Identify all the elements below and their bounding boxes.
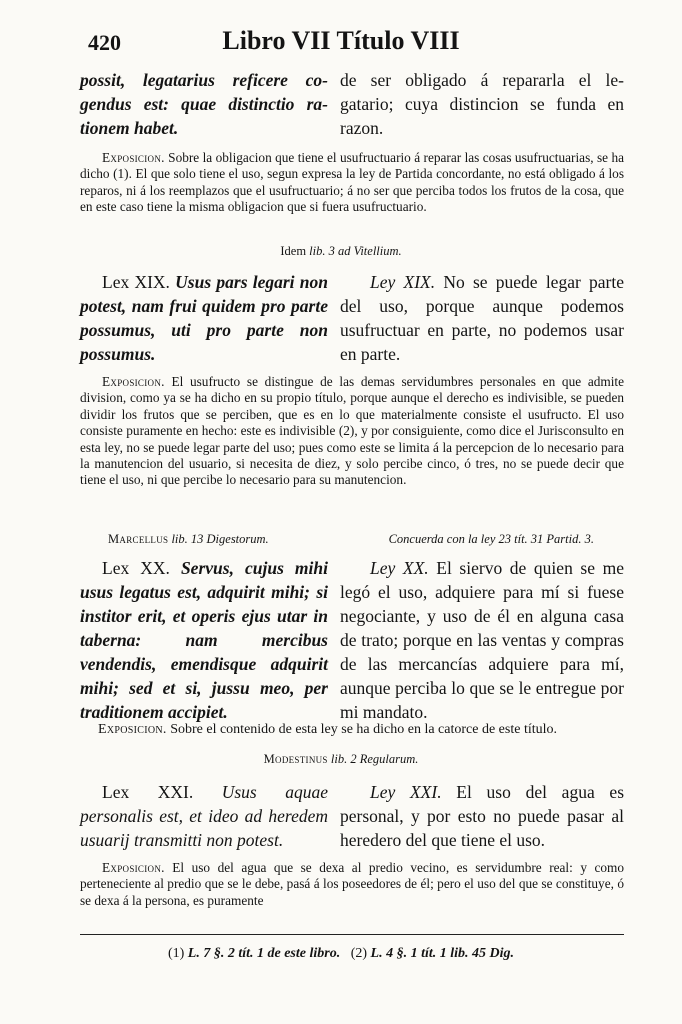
latin-column xyxy=(80,68,328,140)
source-right xyxy=(389,532,624,547)
exposicion-paragraph xyxy=(80,374,624,489)
exposicion-text: El usufructo se distingue de las demas servidumbres personales en que admite division, como ya se ha dicho en su propio título, porque aunque el derecho es indivisible, se pueden dividir los frutos que se perciben, que es en lo que materialmente consiste el usufructo. El uso consiste puramente en hecho: este es indivisible (2), y por consiguiente, como dice el Jurisconsulto en esta ley, no se puede legar parte del uso; pues como este se limita á la percepcion de lo necesario para la manutencion del usuario, si necesita de diez, y solo percibe cinco, ó tres, no se puede decir que tiene el uso, ni que percibe lo necesario para su manutencion. xyxy=(80,374,624,488)
exposicion-text: Sobre el contenido de esta ley se ha dicho en la catorce de este título. xyxy=(170,722,558,737)
exposicion-text: Sobre la obligacion que tiene el usufructuario á reparar las cosas usufructuarias, se ha dicho (1). El que solo tiene el uso, segun expresa la ley de Partida concordante, no está obligado á los reparos, ni á los reemplazos que el usufructuario; á no ser que perciba todos los frutos de la cosa, que en este caso tiene la misma obligacion que si fuera usufructuario. xyxy=(80,150,625,215)
footnote-2-text: L. 4 §. 1 tít. 1 lib. 45 Dig. xyxy=(370,946,515,961)
footnote-1-mark: (1) xyxy=(167,946,185,961)
exposicion-paragraph xyxy=(80,860,624,909)
latin-column xyxy=(80,780,328,852)
spanish-column xyxy=(340,780,624,852)
latin-line: gendus est: quae distinctio ra- xyxy=(80,94,328,114)
spanish-text: El uso del agua es personal, y por esto no puede pasar al heredero del que tiene el uso. xyxy=(340,782,625,850)
exposicion-paragraph xyxy=(80,150,624,216)
ley-title: Ley XXI. xyxy=(370,782,442,802)
exposicion-label: Exposicion. xyxy=(102,374,165,389)
source-line xyxy=(0,244,682,259)
footnote-1-text: L. 7 §. 2 tít. 1 de este libro. xyxy=(187,946,341,961)
ley-title: Ley XIX. xyxy=(370,272,436,292)
exposicion-label: Exposicion. xyxy=(98,722,167,737)
exposicion-label: Exposicion. xyxy=(102,150,165,165)
spanish-text: El siervo de quien se me legó el uso, adquiere para mí si fuese negociante, y uso de él en alguna casa de trato; porque en las ventas y compras de las mercancías adquiere para mí, aunque perciba lo que se le entregue por mi mandato. xyxy=(340,558,624,722)
footnote-2-mark: (2) xyxy=(350,946,368,961)
exposicion-label: Exposicion. xyxy=(102,860,165,875)
concordance-reference: Concuerda con la ley 23 tít. 31 Partid. 3. xyxy=(388,532,594,546)
source-line xyxy=(0,752,682,767)
latin-line: tionem habet. xyxy=(80,118,179,138)
source-line xyxy=(80,532,624,547)
lex-20-block xyxy=(80,556,624,724)
source-left xyxy=(80,532,269,547)
source-author: Idem xyxy=(280,244,307,258)
source-author: Marcellus xyxy=(108,532,169,546)
spanish-line: de ser obligado á repararla el le- xyxy=(340,70,624,90)
exposicion-paragraph xyxy=(80,722,624,738)
spanish-text: No se puede legar parte del uso, porque aunque podemos usufructuar en parte, no podemos usar en parte. xyxy=(340,272,625,364)
source-reference: lib. 2 Regularum. xyxy=(330,752,419,766)
spanish-column xyxy=(340,556,624,724)
latin-text: Usus pars legari non potest, nam frui quidem pro parte possumus, uti pro parte non possumus. xyxy=(80,272,328,364)
latin-column xyxy=(80,270,328,366)
latin-text: Usus aquae personalis est, et ideo ad heredem usuarij transmitti non potest. xyxy=(80,782,329,850)
spanish-line: razon. xyxy=(340,118,384,138)
latin-column xyxy=(80,556,328,724)
page-number: 420 xyxy=(88,30,121,55)
continuation-block xyxy=(80,68,624,140)
latin-line: possit, legatarius reficere co- xyxy=(80,70,328,90)
source-author: Modestinus xyxy=(263,752,328,766)
ley-title: Ley XX. xyxy=(370,558,429,578)
exposicion-text: El uso del agua que se dexa al predio vecino, es servidumbre real: y como perteneciente al predio que se le debe, pasá á los poseedores de él; pero el uso del que se constituye, ó se dexa á la persona, es puramente xyxy=(80,860,625,908)
source-reference: lib. 3 ad Vitellium. xyxy=(309,244,402,258)
lex-19-block xyxy=(80,270,624,366)
lex-21-block xyxy=(80,780,624,852)
lex-title: Lex XXI. xyxy=(102,782,194,802)
footnote-rule xyxy=(80,934,624,935)
footnotes xyxy=(0,946,682,962)
lex-title: Lex XIX. xyxy=(102,272,170,292)
running-title: Libro VII Título VIII xyxy=(222,26,460,55)
lex-title: Lex XX. xyxy=(102,558,170,578)
latin-text: Servus, cujus mihi usus legatus est, adquirit mihi; si institor erit, et operis ejus utar in taberna: nam mercibus vendendis, emendisque adquirit mihi; sed et si, jussu meo, per traditionem accipiet. xyxy=(80,558,329,722)
spanish-column xyxy=(340,68,624,140)
spanish-line: gatario; cuya distincion se funda en xyxy=(340,94,624,114)
source-reference: lib. 13 Digestorum. xyxy=(171,532,269,546)
spanish-column xyxy=(340,270,624,366)
